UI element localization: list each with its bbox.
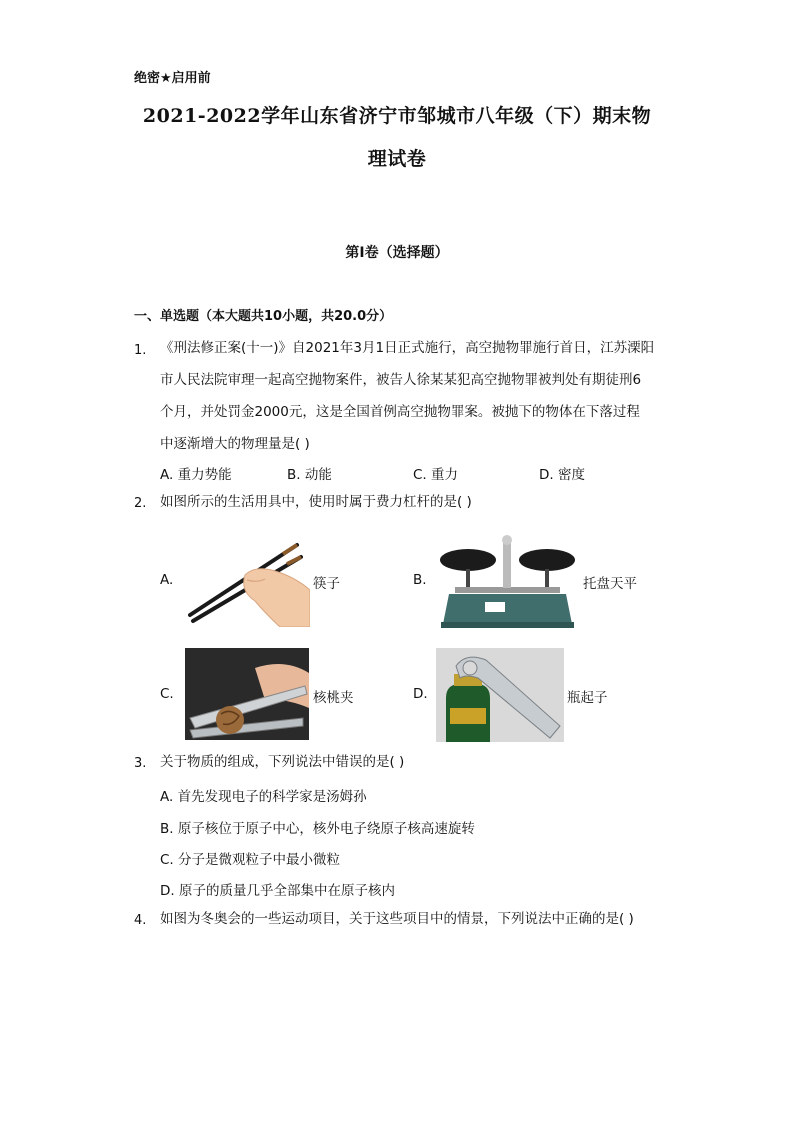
question-3-text: 关于物质的组成，下列说法中错误的是( ) [160, 754, 405, 770]
q2-choice-c-label: C. [160, 686, 174, 702]
q3-option-b: B. 原子核位于原子中心，核外电子绕原子核高速旋转 [160, 821, 475, 837]
section-heading: 一、单选题（本大题共10小题，共20.0分） [134, 309, 393, 324]
q2-choice-b-caption: 托盘天平 [583, 576, 637, 592]
q2-choice-a-label: A. [160, 572, 174, 588]
page-title-line2: 理试卷 [367, 148, 427, 170]
bottle-opener-image [436, 648, 564, 742]
q1-option-d: D. 密度 [539, 467, 585, 483]
q2-choice-d-label: D. [413, 686, 428, 702]
q2-choice-b-label: B. [413, 572, 427, 588]
q3-option-c: C. 分子是微观粒子中最小微粒 [160, 852, 341, 868]
q1-option-a: A. 重力势能 [160, 467, 232, 483]
volume-heading: 第I卷（选择题） [345, 245, 449, 261]
question-3-number: 3. [134, 756, 147, 771]
balance-image [435, 532, 580, 630]
question-2-number: 2. [134, 496, 147, 511]
question-1-line: 个月，并处罚金2000元，这是全国首例高空抛物罪案。被抛下的物体在下落过程 [160, 404, 640, 420]
q1-option-c: C. 重力 [413, 467, 459, 483]
question-1-line: 《刑法修正案(十一)》自2021年3月1日正式施行，高空抛物罪施行首日，江苏溧阳 [160, 340, 655, 356]
page-title-line1: 2021-2022学年山东省济宁市邹城市八年级（下）期末物 [142, 105, 652, 127]
q2-choice-c-caption: 核桃夹 [313, 690, 354, 706]
question-1-line: 中逐渐增大的物理量是( ) [160, 436, 310, 452]
question-4-number: 4. [134, 913, 147, 928]
q1-option-b: B. 动能 [287, 467, 332, 483]
q3-option-a: A. 首先发现电子的科学家是汤姆孙 [160, 789, 367, 805]
question-1-line: 市人民法院审理一起高空抛物案件，被告人徐某某犯高空抛物罪被判处有期徒刑6 [160, 372, 642, 388]
secret-mark: 绝密★启用前 [134, 71, 211, 86]
question-2-text: 如图所示的生活用具中，使用时属于费力杠杆的是( ) [160, 494, 472, 510]
question-1-text [160, 332, 660, 460]
q3-option-d: D. 原子的质量几乎全部集中在原子核内 [160, 883, 395, 899]
nutcracker-image [185, 648, 309, 740]
question-1-number: 1. [134, 343, 147, 358]
chopsticks-image [185, 535, 310, 627]
q2-choice-a-caption: 筷子 [313, 576, 340, 592]
q2-choice-d-caption: 瓶起子 [567, 690, 608, 706]
question-4-text: 如图为冬奥会的一些运动项目，关于这些项目中的情景，下列说法中正确的是( ) [160, 911, 634, 927]
